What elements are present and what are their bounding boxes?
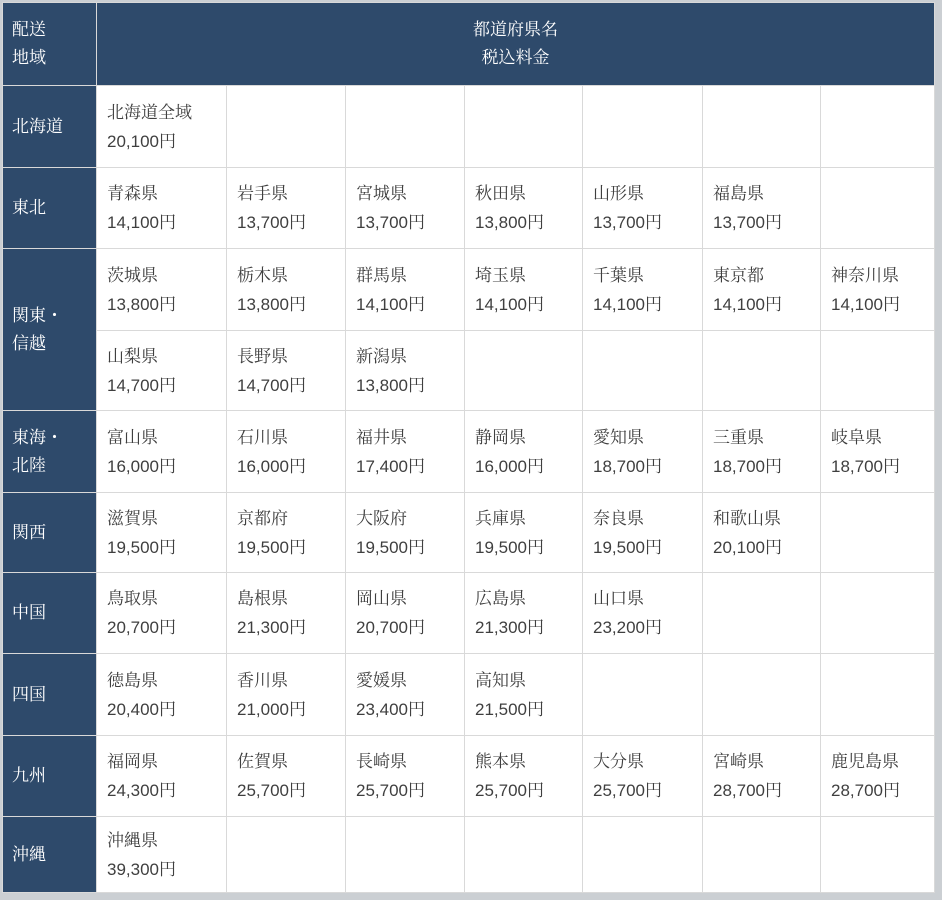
prefecture-cell (97, 249, 227, 331)
prefecture-price: 13,800円 (237, 294, 306, 314)
table-row (3, 493, 935, 573)
prefecture-cell (703, 411, 821, 493)
prefecture-cell (465, 411, 583, 493)
prefecture-price: 21,500円 (475, 699, 544, 719)
region-label-line: 北陸 (12, 455, 46, 475)
prefecture-cell (227, 411, 346, 493)
prefecture-cell (227, 249, 346, 331)
empty-cell (703, 654, 821, 736)
region-cell (3, 168, 97, 249)
prefecture-price: 14,100円 (831, 294, 900, 314)
prefecture-name: 青森県 (107, 184, 158, 203)
table-body (3, 86, 935, 893)
prefecture-price: 19,500円 (356, 537, 425, 557)
empty-cell (346, 86, 465, 168)
region-cell (3, 411, 97, 493)
region-cell (3, 736, 97, 817)
empty-cell (703, 573, 821, 654)
prefecture-cell (97, 86, 227, 168)
prefecture-name: 愛知県 (593, 427, 644, 447)
prefecture-name: 山梨県 (107, 346, 158, 366)
prefecture-cell (583, 249, 703, 331)
region-label-line: 沖縄 (12, 844, 46, 864)
table-row (3, 654, 935, 736)
prefecture-name: 群馬県 (356, 265, 407, 285)
region-label-line: 東北 (12, 198, 46, 217)
region-cell (3, 573, 97, 654)
prefecture-name: 栃木県 (237, 265, 288, 285)
prefecture-cell (703, 493, 821, 573)
table-row (3, 168, 935, 249)
prefecture-name: 長野県 (237, 346, 288, 366)
table-row (3, 86, 935, 168)
prefecture-price: 14,100円 (475, 294, 544, 314)
prefecture-price: 14,100円 (713, 294, 782, 314)
prefecture-price: 20,700円 (107, 618, 176, 637)
region-label-line: 中国 (12, 603, 46, 622)
prefecture-name: 静岡県 (475, 427, 526, 447)
shipping-fee-table (2, 2, 935, 893)
prefecture-price: 16,000円 (237, 456, 306, 476)
empty-cell (821, 168, 935, 249)
header-title-line: 税込料金 (481, 48, 550, 67)
prefecture-price: 20,100円 (107, 131, 176, 151)
prefecture-price: 20,100円 (713, 537, 782, 557)
prefecture-cell (346, 249, 465, 331)
empty-cell (583, 654, 703, 736)
prefecture-cell (97, 817, 227, 893)
prefecture-name: 熊本県 (475, 752, 526, 771)
prefecture-price: 14,100円 (107, 213, 176, 232)
empty-cell (583, 86, 703, 168)
prefecture-name: 愛媛県 (356, 670, 407, 690)
prefecture-price: 25,700円 (475, 781, 544, 800)
empty-cell (821, 817, 935, 893)
prefecture-name: 長崎県 (356, 752, 407, 771)
prefecture-name: 和歌山県 (713, 508, 781, 528)
prefecture-name: 岐阜県 (831, 427, 882, 447)
table-row (3, 331, 935, 411)
prefecture-name: 広島県 (475, 589, 526, 608)
prefecture-name: 山形県 (593, 184, 644, 203)
prefecture-price: 19,500円 (593, 537, 662, 557)
prefecture-name: 福井県 (356, 427, 407, 447)
prefecture-name: 滋賀県 (107, 508, 158, 528)
prefecture-cell (97, 493, 227, 573)
empty-cell (227, 817, 346, 893)
prefecture-name: 徳島県 (107, 670, 158, 690)
prefecture-name: 福島県 (713, 184, 764, 203)
prefecture-name: 高知県 (475, 670, 526, 690)
prefecture-cell (97, 411, 227, 493)
header-title-line: 都道府県名 (473, 20, 559, 39)
region-cell (3, 817, 97, 893)
prefecture-price: 13,700円 (593, 213, 662, 232)
prefecture-name: 茨城県 (107, 265, 158, 285)
empty-cell (821, 86, 935, 168)
prefecture-price: 39,300円 (107, 859, 176, 879)
prefecture-price: 25,700円 (237, 781, 306, 800)
prefecture-name: 宮城県 (356, 184, 407, 203)
prefecture-name: 山口県 (593, 589, 644, 608)
prefecture-price: 18,700円 (831, 456, 900, 476)
prefecture-cell (97, 168, 227, 249)
table-row (3, 817, 935, 893)
region-cell (3, 654, 97, 736)
prefecture-name: 大阪府 (356, 508, 407, 528)
prefecture-name: 大分県 (593, 752, 644, 771)
prefecture-price: 13,800円 (107, 294, 176, 314)
prefecture-cell (346, 736, 465, 817)
empty-cell (821, 493, 935, 573)
prefecture-name: 佐賀県 (237, 752, 288, 771)
prefecture-cell (97, 654, 227, 736)
prefecture-price: 18,700円 (713, 456, 782, 476)
empty-cell (703, 331, 821, 411)
prefecture-cell (346, 168, 465, 249)
empty-cell (465, 331, 583, 411)
empty-cell (465, 817, 583, 893)
prefecture-name: 新潟県 (356, 346, 407, 366)
prefecture-price: 25,700円 (593, 781, 662, 800)
empty-cell (821, 654, 935, 736)
prefecture-cell (346, 331, 465, 411)
prefecture-cell (465, 493, 583, 573)
prefecture-price: 24,300円 (107, 781, 176, 800)
prefecture-name: 秋田県 (475, 184, 526, 203)
prefecture-name: 宮崎県 (713, 752, 764, 771)
prefecture-price: 14,100円 (593, 294, 662, 314)
prefecture-name: 神奈川県 (831, 265, 899, 285)
prefecture-price: 16,000円 (107, 456, 176, 476)
prefecture-cell (227, 331, 346, 411)
prefecture-cell (97, 573, 227, 654)
prefecture-name: 岡山県 (356, 589, 407, 608)
prefecture-price: 13,800円 (475, 213, 544, 232)
table-row (3, 573, 935, 654)
prefecture-cell (583, 168, 703, 249)
prefecture-name: 千葉県 (593, 265, 644, 285)
region-label-line: 北海道 (12, 116, 63, 136)
empty-cell (346, 817, 465, 893)
prefecture-cell (583, 493, 703, 573)
empty-cell (703, 817, 821, 893)
prefecture-cell (346, 411, 465, 493)
prefecture-price: 21,300円 (475, 618, 544, 637)
header-region-line: 配送 (12, 20, 46, 39)
table-row (3, 736, 935, 817)
prefecture-price: 28,700円 (713, 781, 782, 800)
prefecture-price: 13,700円 (237, 213, 306, 232)
prefecture-price: 21,300円 (237, 618, 306, 637)
prefecture-price: 13,700円 (713, 213, 782, 232)
prefecture-cell (465, 168, 583, 249)
prefecture-name: 東京都 (713, 265, 764, 285)
fee-table-container (2, 2, 935, 893)
prefecture-cell (821, 736, 935, 817)
prefecture-cell (346, 654, 465, 736)
prefecture-name: 沖縄県 (107, 830, 158, 850)
prefecture-cell (97, 331, 227, 411)
prefecture-cell (227, 736, 346, 817)
prefecture-price: 19,500円 (237, 537, 306, 557)
header-region-line: 地域 (12, 48, 46, 67)
empty-cell (583, 817, 703, 893)
prefecture-price: 23,200円 (593, 618, 662, 637)
prefecture-price: 21,000円 (237, 699, 306, 719)
header-title (97, 3, 935, 86)
region-label-line: 東海・ (12, 427, 63, 447)
prefecture-cell (227, 493, 346, 573)
prefecture-name: 京都府 (237, 508, 288, 528)
prefecture-price: 20,700円 (356, 618, 425, 637)
header-region-label (3, 3, 97, 86)
prefecture-cell (703, 249, 821, 331)
prefecture-name: 香川県 (237, 670, 288, 690)
prefecture-name: 北海道全域 (107, 102, 192, 122)
prefecture-price: 13,700円 (356, 213, 425, 232)
empty-cell (821, 331, 935, 411)
prefecture-cell (346, 573, 465, 654)
empty-cell (227, 86, 346, 168)
prefecture-price: 13,800円 (356, 375, 425, 395)
prefecture-price: 28,700円 (831, 781, 900, 800)
prefecture-price: 14,100円 (356, 294, 425, 314)
prefecture-cell (465, 654, 583, 736)
prefecture-cell (227, 168, 346, 249)
prefecture-cell (703, 736, 821, 817)
prefecture-price: 19,500円 (107, 537, 176, 557)
prefecture-cell (227, 654, 346, 736)
region-cell (3, 86, 97, 168)
prefecture-cell (97, 736, 227, 817)
prefecture-price: 20,400円 (107, 699, 176, 719)
prefecture-price: 19,500円 (475, 537, 544, 557)
prefecture-price: 17,400円 (356, 456, 425, 476)
region-label-line: 信越 (12, 333, 46, 353)
prefecture-cell (465, 249, 583, 331)
prefecture-cell (821, 249, 935, 331)
region-label-line: 四国 (12, 684, 46, 704)
prefecture-cell (583, 411, 703, 493)
prefecture-cell (703, 168, 821, 249)
prefecture-price: 25,700円 (356, 781, 425, 800)
prefecture-price: 14,700円 (237, 375, 306, 395)
prefecture-name: 鹿児島県 (831, 752, 899, 771)
table-row (3, 249, 935, 331)
prefecture-price: 23,400円 (356, 699, 425, 719)
prefecture-price: 16,000円 (475, 456, 544, 476)
region-cell (3, 493, 97, 573)
region-label-line: 関東・ (12, 305, 63, 325)
prefecture-name: 兵庫県 (475, 508, 526, 528)
prefecture-name: 島根県 (237, 589, 288, 608)
prefecture-cell (583, 736, 703, 817)
prefecture-name: 鳥取県 (107, 589, 158, 608)
prefecture-name: 岩手県 (237, 184, 288, 203)
empty-cell (703, 86, 821, 168)
prefecture-name: 奈良県 (593, 508, 644, 528)
prefecture-name: 福岡県 (107, 752, 158, 771)
prefecture-cell (227, 573, 346, 654)
empty-cell (583, 331, 703, 411)
empty-cell (821, 573, 935, 654)
empty-cell (465, 86, 583, 168)
prefecture-price: 18,700円 (593, 456, 662, 476)
region-label-line: 関西 (12, 522, 46, 542)
prefecture-cell (465, 736, 583, 817)
prefecture-price: 14,700円 (107, 375, 176, 395)
prefecture-name: 石川県 (237, 427, 288, 447)
region-label-line: 九州 (12, 766, 46, 785)
prefecture-cell (821, 411, 935, 493)
table-row (3, 411, 935, 493)
prefecture-name: 富山県 (107, 427, 158, 447)
region-cell (3, 249, 97, 411)
prefecture-cell (346, 493, 465, 573)
prefecture-name: 三重県 (713, 427, 764, 447)
prefecture-cell (465, 573, 583, 654)
prefecture-name: 埼玉県 (475, 265, 526, 285)
header-row (3, 3, 935, 86)
prefecture-cell (583, 573, 703, 654)
